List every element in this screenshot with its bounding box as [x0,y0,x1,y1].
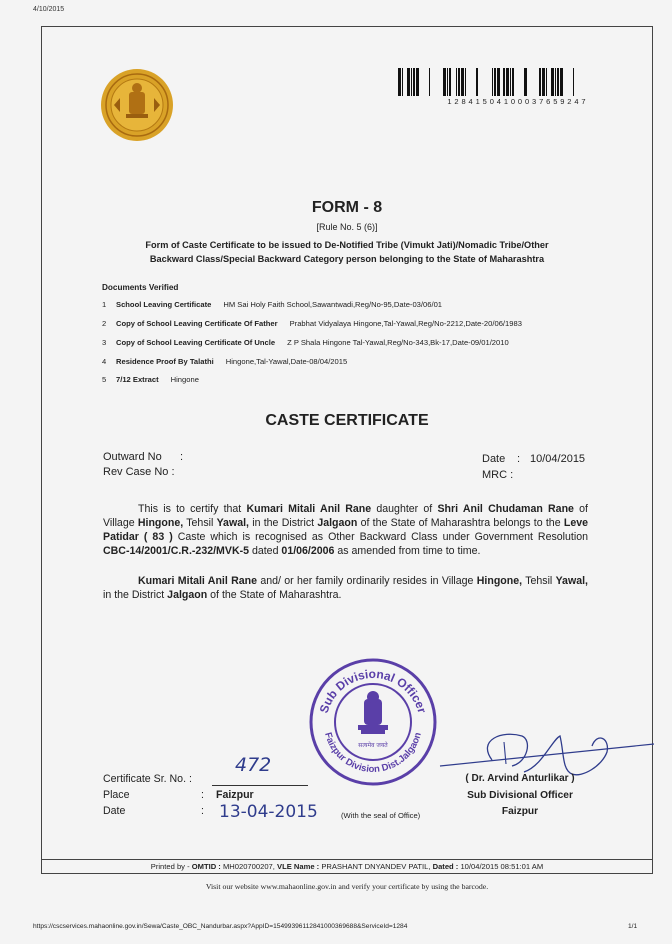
document-label: 7/12 Extract [116,375,159,384]
date-footer-colon: : [201,805,204,817]
resolution-number: CBC-14/2001/C.R.-232/MVK-5 [103,545,250,557]
document-number: 1 [102,300,107,309]
document-number: 2 [102,319,107,328]
dated-value: 10/04/2015 08:51:01 AM [458,862,544,871]
form-rule: [Rule No. 5 (6)] [316,222,378,232]
document-label: School Leaving Certificate [116,300,212,309]
p1-text: This is to certify that [138,503,247,515]
p2-text: and/ or her family ordinarily resides in Village [257,575,477,587]
signatory-title: Sub Divisional Officer [467,790,573,801]
document-value: Prabhat Vidyalaya Hingone,Tal-Yawal,Reg/No-2212,Date-20/06/1983 [289,319,522,328]
document-value: Z P Shala Hingone Tal-Yawal,Reg/No-343,Bk-17,Date-09/01/2010 [287,338,509,347]
place-label: Place [103,789,130,801]
district: Jalgaon [317,517,358,529]
maharashtra-emblem-icon [100,68,174,142]
rev-case-label: Rev Case No : [103,466,175,478]
document-item [102,338,509,347]
p1-text: of Village [103,503,588,529]
sr-underline [212,785,308,786]
form-subtitle-line2: Backward Class/Special Backward Category person belonging to the State of Maharashtra [149,254,545,264]
dated-label: Dated : [430,862,459,871]
document-label: Residence Proof By Talathi [116,357,214,366]
date-footer-value: 13-04-2015 [219,802,318,822]
applicant-name: Kumari Mitali Anil Rane [138,575,258,587]
print-date: 4/10/2015 [33,6,65,13]
form-subtitle-line1: Form of Caste Certificate to be issued to De-Notified Tribe (Vimukt Jati)/Nomadic Tribe/Other [145,240,549,250]
p1-text: as amended from time to time. [334,545,481,557]
p2-text: in the District [103,589,168,601]
document-number: 5 [102,375,107,384]
certification-paragraph [103,502,588,558]
document-item [102,300,442,309]
document-value: Hingone,Tal-Yawal,Date-08/04/2015 [225,357,348,366]
document-label: Copy of School Leaving Certificate Of Uncle [116,338,276,347]
date-label: Date [482,453,506,465]
omtid-label: OMTID : [191,862,221,871]
applicant-name: Kumari Mitali Anil Rane [246,503,372,515]
document-item [102,319,522,328]
tehsil: Yawal, [216,517,249,529]
caste-certificate-title: CASTE CERTIFICATE [265,412,429,429]
verify-website-text: Visit our website www.mahaonline.gov.in and verify your certificate by using the barcode. [205,882,489,891]
barcode [398,68,586,98]
p1-text: dated [249,545,282,557]
signatory-name: ( Dr. Arvind Anturlikar ) [465,773,575,784]
page-url: https://cscservices.mahaonline.gov.in/Sewa/Caste_OBC_Nandurbar.aspx?AppID=15499396112841000369688&ServiceId=1284 [33,923,408,930]
resolution-date: 01/06/2006 [281,545,335,557]
p2-text: of the State of Maharashtra. [207,589,342,601]
printed-by-line [41,862,653,871]
official-seal-stamp [308,657,438,787]
date-footer-label: Date [103,805,126,817]
vle-value: PRASHANT DNYANDEV PATIL, [319,862,431,871]
form-title: FORM - 8 [311,199,383,216]
village: Hingone, [137,517,184,529]
document-value: Hingone [170,375,199,384]
district: Jalgaon [167,589,208,601]
p1-text: Caste which is recognised as Other Backward Class under Government Resolution [172,531,588,543]
ashoka-emblem-icon [358,691,388,734]
frame-divider [41,859,653,860]
document-number: 3 [102,338,107,347]
vle-label: VLE Name : [274,862,320,871]
p2-text: Tehsil [522,575,556,587]
stamp-top-text: Sub Divisional Officer [316,666,430,715]
seal-note: (With the seal of Office) [341,811,421,820]
p1-text: daughter of [371,503,438,515]
barcode-number: 1 2 8 4 1 5 0 4 1 0 0 0 3 7 6 5 9 2 4 7 [447,97,586,106]
mrc-label: MRC : [482,469,514,481]
signatory-place: Faizpur [501,806,539,817]
place-colon: : [201,789,204,801]
outward-label: Outward No [103,451,162,463]
outward-colon: : [180,451,184,463]
document-value: HM Sai Holy Faith School,Sawantwadi,Reg/No-95,Date-03/06/01 [223,300,443,309]
documents-heading: Documents Verified [102,283,179,292]
document-item [102,357,347,366]
date-colon: : [517,453,521,465]
certificate-sr-label: Certificate Sr. No. : [103,773,192,785]
printed-by-prefix: Printed by - [150,862,192,871]
document-item [102,375,199,384]
certificate-sr-value: 472 [235,754,272,776]
page-number: 1/1 [628,923,638,930]
stamp-bottom-text: Faizpur Division Dist.Jalgaon [322,731,424,776]
document-label: Copy of School Leaving Certificate Of Father [116,319,278,328]
omtid-value: MH020700207, [220,862,275,871]
p1-text: Tehsil [183,517,217,529]
stamp-motto: सत्यमेव जयते [358,742,388,749]
date-value: 10/04/2015 [530,453,586,465]
caste: Leve Patidar ( 83 ) [103,517,588,543]
document-number: 4 [102,357,107,366]
p1-text: of the State of Maharashtra belongs to the [357,517,564,529]
tehsil: Yawal, [555,575,588,587]
p1-text: in the District [248,517,318,529]
residence-paragraph [103,574,588,602]
father-name: Shri Anil Chudaman Rane [437,503,574,515]
place-value: Faizpur [216,789,254,801]
village: Hingone, [476,575,523,587]
